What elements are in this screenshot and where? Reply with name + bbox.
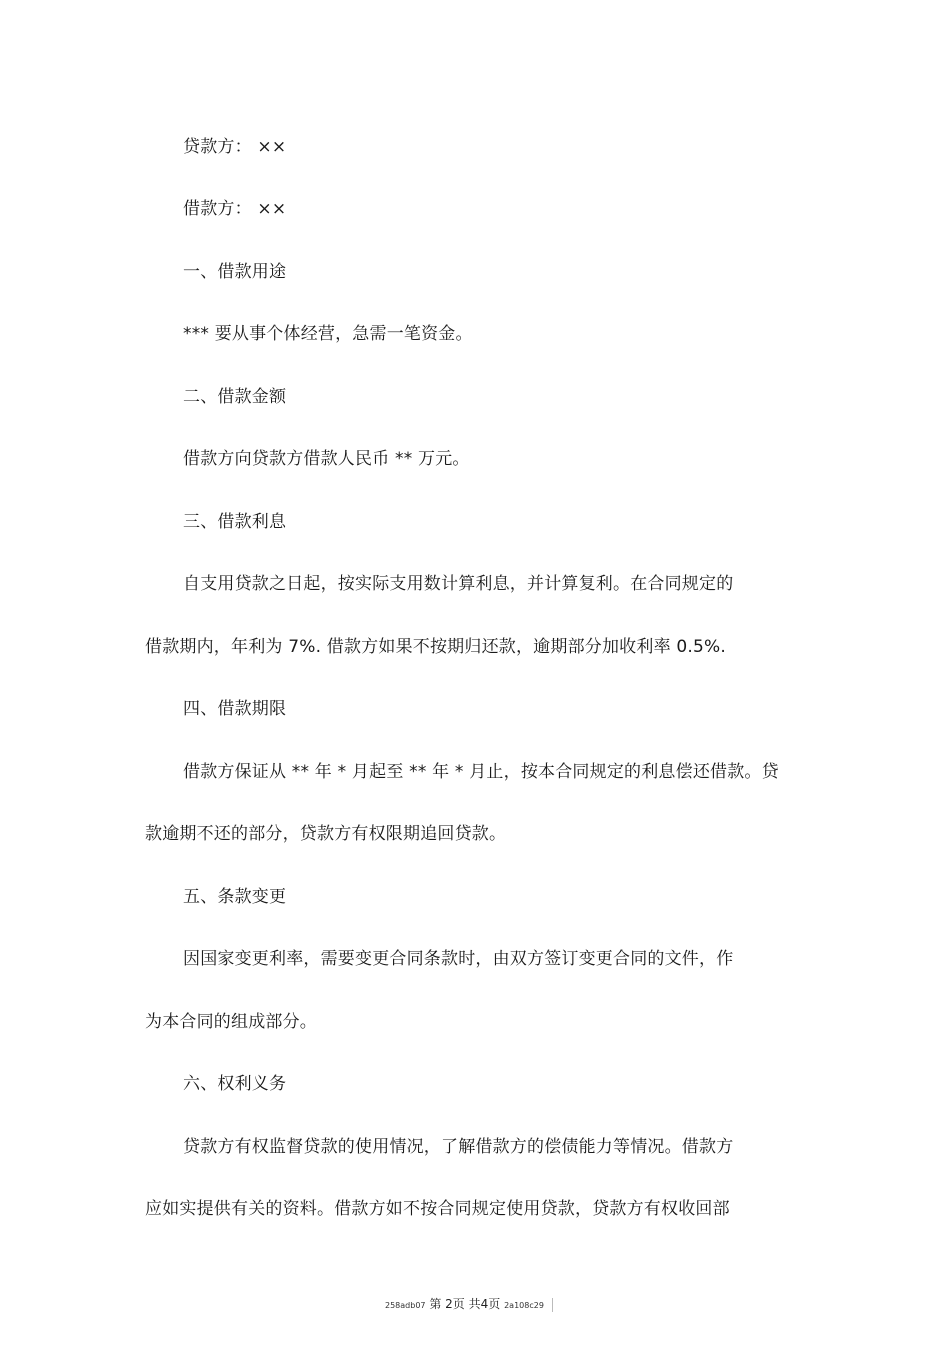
borrower-line: 借款方： ×× [183,199,287,219]
section-heading-rights: 六、权利义务 [183,1074,287,1094]
paragraph-interest-line-2: 借款期内，年利为 7%. 借款方如果不按期归还款，逾期部分加收利率 0.5%. [145,637,726,657]
paragraph-rights-line-2: 应如实提供有关的资料。借款方如不按合同规定使用贷款，贷款方有权收回部 [145,1199,730,1219]
paragraph-purpose: *** 要从事个体经营，急需一笔资金。 [183,324,473,344]
footer-code-left: 258adb07 [385,1301,426,1310]
section-heading-term: 四、借款期限 [183,699,287,719]
page-number: 第 2页 共4页 [429,1297,501,1311]
lender-line: 贷款方： ×× [183,137,287,157]
paragraph-changes-line-2: 为本合同的组成部分。 [145,1012,317,1032]
section-heading-changes: 五、条款变更 [183,887,287,907]
paragraph-rights-line-1: 贷款方有权监督贷款的使用情况，了解借款方的偿债能力等情况。借款方 [183,1137,734,1157]
paragraph-changes-line-1: 因国家变更利率，需要变更合同条款时，由双方签订变更合同的文件，作 [183,949,734,969]
section-heading-amount: 二、借款金额 [183,387,287,407]
page-footer [385,1296,570,1312]
paragraph-term-line-1: 借款方保证从 ** 年 * 月起至 ** 年 * 月止，按本合同规定的利息偿还借款。贷 [183,762,779,782]
paragraph-term-line-2: 款逾期不还的部分，贷款方有权限期追回贷款。 [145,824,507,844]
section-heading-purpose: 一、借款用途 [183,262,287,282]
paragraph-amount: 借款方向贷款方借款人民币 ** 万元。 [183,449,470,469]
paragraph-interest-line-1: 自支用贷款之日起，按实际支用数计算利息，并计算复利。在合同规定的 [183,574,734,594]
section-heading-interest: 三、借款利息 [183,512,287,532]
footer-code-right: 2a108c29 [504,1301,544,1310]
footer-divider [552,1298,553,1312]
